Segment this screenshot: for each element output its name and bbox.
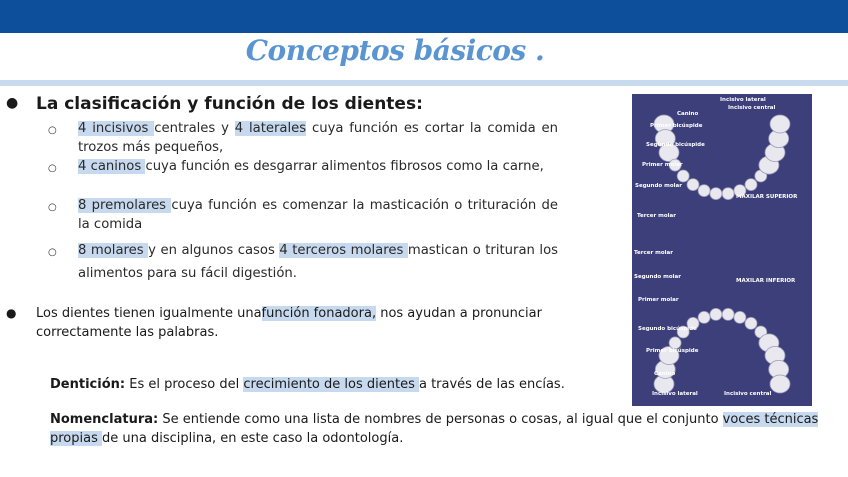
sub-item-segment: cuya función es desgarrar alimentos fibrosos como la carne, — [145, 159, 544, 174]
teeth-svg — [632, 94, 812, 406]
highlighted-term: 4 incisivos — [78, 121, 155, 136]
tooth-shape — [745, 179, 757, 191]
title-underline — [0, 80, 848, 86]
sub-item-segment: cuya función es comenzar la masticación o trituración de la comida — [78, 198, 559, 232]
circle-bullet-icon: ○ — [48, 125, 57, 136]
label-primer-bicuspide-top: Primer bicúspide — [650, 123, 703, 129]
label-tercer-molar-top: Tercer molar — [637, 213, 676, 219]
label-incisivo-central-top: Incisivo central — [728, 105, 776, 111]
sub-item-text — [78, 196, 558, 234]
nomenclatura-definition: Nomenclatura: Se entiende como una lista de nombres de personas o cosas, al igual que el conjunto voces técnicas propias de una disciplina, en este caso la odontología. — [50, 412, 819, 446]
highlighted-term: 8 molares — [78, 243, 149, 258]
tooth-shape — [710, 308, 722, 320]
circle-bullet-icon: ○ — [48, 202, 57, 213]
highlighted-term: 8 premolares — [78, 198, 172, 213]
tooth-shape — [677, 170, 689, 182]
label-incisivo-central-bottom: Incisivo central — [724, 391, 772, 397]
label-maxilar-inferior: MAXILAR INFERIOR — [736, 278, 796, 284]
sub-item-segment: centrales y — [154, 121, 235, 136]
label-segundo-molar-top: Segundo molar — [635, 183, 682, 189]
highlighted-term: 4 terceros molares — [279, 243, 408, 258]
denticion-definition: Dentición: Es el proceso del crecimiento de los dientes a través de las encías. — [50, 377, 565, 392]
label-segundo-molar-bottom: Segundo molar — [634, 274, 681, 280]
dental-arch-diagram — [632, 94, 812, 406]
tooth-shape — [698, 311, 710, 323]
highlighted-term: 4 caninos — [78, 159, 146, 174]
tooth-shape — [734, 311, 746, 323]
tooth-shape — [770, 115, 790, 133]
sub-item-text — [78, 239, 558, 285]
bullet-dot-icon: ● — [6, 95, 19, 111]
label-primer-molar-top: Primer molar — [642, 162, 683, 168]
label-incisivo-lateral-top: Incisivo lateral — [720, 97, 766, 103]
label-segundo-bicuspide-top: Segundo bicúspide — [646, 142, 705, 148]
label-segundo-bicuspide-bottom: Segundo bicúspide — [638, 326, 697, 332]
label-canino-bottom: Canino — [654, 371, 676, 377]
tooth-shape — [687, 179, 699, 191]
tooth-shape — [770, 375, 790, 393]
main-bullet-text: La clasificación y función de los dientes: — [36, 94, 423, 114]
sub-item-segment: mastican o trituran los alimentos para su fácil digestión. — [78, 243, 559, 281]
sub-item-text — [78, 119, 558, 157]
tooth-shape — [698, 185, 710, 197]
fonadora-text: Los dientes tienen igualmente unafunción fonadora, nos ayudan a pronunciar correctamente las palabras. — [36, 306, 542, 340]
sub-item-segment: cuya función es cortar la comida en trozos más pequeños, — [78, 121, 559, 155]
label-primer-molar-bottom: Primer molar — [638, 297, 679, 303]
slide-title: Conceptos básicos . — [245, 34, 545, 67]
circle-bullet-icon: ○ — [48, 247, 57, 258]
label-primer-bicuspide-bottom: Primer bicúspide — [646, 348, 699, 354]
tooth-shape — [710, 188, 722, 200]
label-tercer-molar-bottom: Tercer molar — [634, 250, 673, 256]
tooth-shape — [722, 188, 734, 200]
highlighted-term: 4 laterales — [234, 121, 307, 136]
tooth-shape — [745, 317, 757, 329]
label-incisivo-lateral-bottom: Incisivo lateral — [652, 391, 698, 397]
sub-item-segment: y en algunos casos — [148, 243, 280, 258]
label-maxilar-superior: MAXILAR SUPERIOR — [736, 194, 798, 200]
bullet-dot-icon: ● — [6, 306, 17, 320]
label-canino-top: Canino — [677, 111, 699, 117]
top-banner — [0, 0, 848, 33]
sub-item-text — [78, 157, 558, 176]
tooth-shape — [722, 308, 734, 320]
circle-bullet-icon: ○ — [48, 163, 57, 174]
